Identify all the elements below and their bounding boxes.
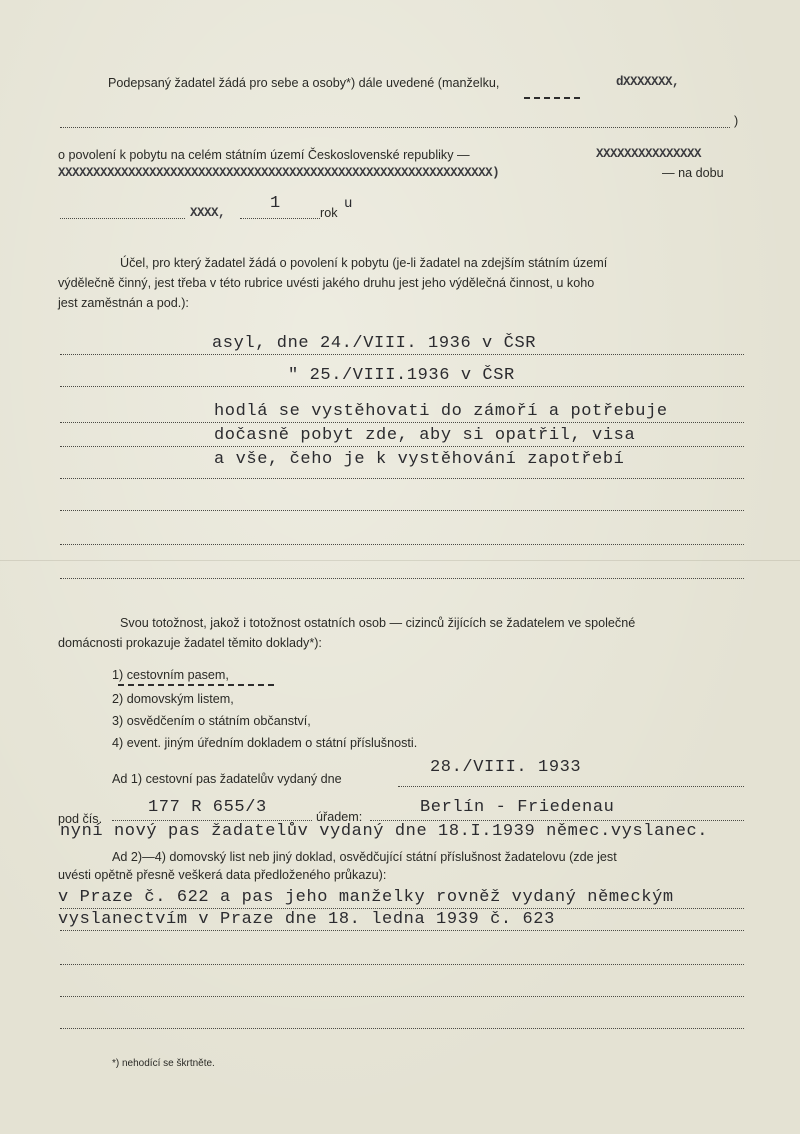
struck-text: XXXXXXXXXXXXXXXXXXXXXXXXXXXXXXXXXXXXXXXXXXXXXXXXXXXXXXXXXXXXXX) (58, 166, 500, 180)
struck-text: dXXXXXXX, (616, 75, 680, 89)
purpose-text: jest zaměstnán a pod.): (58, 296, 189, 310)
fill-line (60, 127, 730, 128)
footnote: *) nehodící se škrtněte. (112, 1058, 215, 1069)
pass-number: 177 R 655/3 (148, 798, 267, 817)
document-item: 1) cestovním pasem, (112, 668, 229, 682)
fill-line (60, 422, 744, 423)
fill-line (60, 510, 744, 511)
issuing-authority: Berlín - Friedenau (420, 798, 615, 817)
fill-line (60, 446, 744, 447)
ad2-text: Ad 2)—4) domovský list neb jiný doklad, osvědčující státní příslušnost žadatelovu (zde jest (112, 850, 617, 864)
fill-line (398, 786, 744, 787)
authority-label: úřadem: (316, 810, 363, 824)
fill-line (60, 908, 744, 909)
fill-line (60, 930, 744, 931)
fill-line (60, 996, 744, 997)
identity-text: domácnosti prokazuje žadatel těmito doklady*): (58, 636, 322, 650)
pass-issue-date: 28./VIII. 1933 (430, 758, 582, 777)
duration-value: 1 (270, 194, 281, 213)
year-suffix: u (344, 196, 354, 212)
identity-text: Svou totožnost, jakož i totožnost ostatních osob — cizinců žijících se žadatelem ve společné (120, 616, 636, 630)
fill-line (60, 544, 744, 545)
typed-line: v Praze č. 622 a pas jeho manželky rovněž vydaný německým (58, 888, 674, 907)
duration-label: — na dobu (662, 166, 724, 180)
paper-fold (0, 560, 800, 561)
underline-mark (524, 97, 580, 99)
fill-line (60, 478, 744, 479)
fill-line (60, 218, 185, 219)
purpose-text: výdělečně činný, jest třeba v této rubrice uvésti jakého druhu jest jeho výdělečná činnost, u koho (58, 276, 595, 290)
typed-line: hodlá se vystěhovati do zámoří a potřebuje (214, 402, 668, 421)
typed-line: " 25./VIII.1936 v ČSR (288, 366, 515, 385)
fill-line (60, 354, 744, 355)
document-item: 4) event. jiným úředním dokladem o státní příslušnosti. (112, 736, 418, 750)
new-pass-note: nyní nový pas žadatelův vydaný dne 18.I.1939 němec.vyslanec. (60, 822, 709, 841)
fill-line (60, 1028, 744, 1029)
fill-line (60, 386, 744, 387)
document-item: 3) osvědčením o státním občanství, (112, 714, 311, 728)
typed-line: dočasně pobyt zde, aby si opatřil, visa (214, 426, 636, 445)
fill-line (60, 964, 744, 965)
underline-mark (118, 684, 274, 686)
purpose-text: Účel, pro který žadatel žádá o povolení k pobytu (je-li žadatel na zdejším státním území (120, 256, 608, 270)
typed-line: asyl, dne 24./VIII. 1936 v ČSR (212, 334, 537, 353)
intro-text: Podepsaný žadatel žádá pro sebe a osoby*) dále uvedené (manželku, (108, 76, 500, 90)
typed-line: a vše, čeho je k vystěhování zapotřebí (214, 450, 625, 469)
close-paren: ) (734, 114, 739, 128)
fill-line (370, 820, 744, 821)
struck-text: XXXX, (190, 206, 226, 220)
document-item: 2) domovským listem, (112, 692, 234, 706)
pass-number-label: pod čís. (58, 812, 103, 826)
permission-text: o povolení k pobytu na celém státním území Československé republiky — (58, 148, 470, 162)
year-label: rok (320, 206, 338, 220)
typed-line: vyslanectvím v Praze dne 18. ledna 1939 č. 623 (58, 910, 555, 929)
fill-line (112, 820, 312, 821)
struck-text: XXXXXXXXXXXXXXX (596, 147, 702, 161)
fill-line (240, 218, 320, 219)
fill-line (60, 578, 744, 579)
ad1-label: Ad 1) cestovní pas žadatelův vydaný dne (112, 772, 342, 786)
ad2-text: uvésti opětně přesně veškerá data předloženého průkazu): (58, 868, 387, 882)
